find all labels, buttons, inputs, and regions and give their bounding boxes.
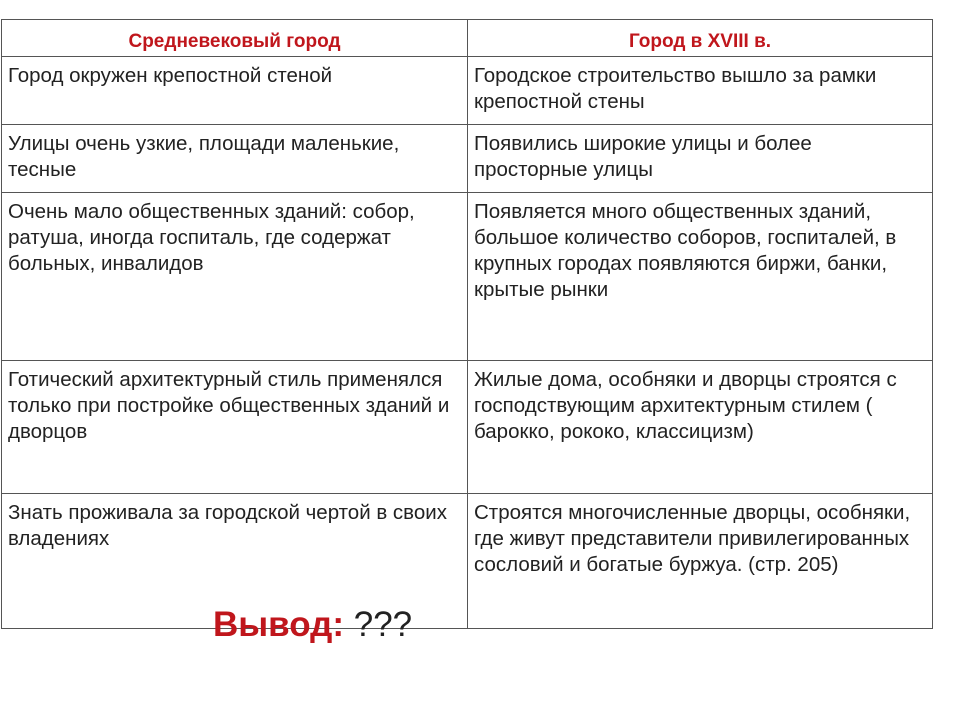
header-medieval-city: Средневековый город xyxy=(2,20,468,57)
cell-18th-century: Появились широкие улицы и более просторные улицы xyxy=(468,125,933,193)
cell-18th-century: Появляется много общественных зданий, большое количество соборов, госпиталей, в крупных городах появляются биржи, банки, крытые рынки xyxy=(468,193,933,361)
cell-medieval: Знать проживала за городской чертой в своих владениях xyxy=(2,494,468,629)
cell-medieval: Готический архитектурный стиль применялся только при постройке общественных зданий и дворцов xyxy=(2,361,468,494)
table-header-row xyxy=(2,20,933,57)
table-row xyxy=(2,494,933,629)
header-18th-century-city: Город в XVIII в. xyxy=(468,20,933,57)
table-row xyxy=(2,125,933,193)
table-row xyxy=(2,193,933,361)
cell-18th-century: Городское строительство вышло за рамки крепостной стены xyxy=(468,57,933,125)
cell-medieval: Улицы очень узкие, площади маленькие, тесные xyxy=(2,125,468,193)
conclusion xyxy=(213,605,412,645)
comparison-table xyxy=(1,19,933,629)
table-row xyxy=(2,361,933,494)
cell-18th-century: Жилые дома, особняки и дворцы строятся с господствующим архитектурным стилем ( барокко, рококо, классицизм) xyxy=(468,361,933,494)
cell-medieval: Город окружен крепостной стеной xyxy=(2,57,468,125)
cell-18th-century: Строятся многочисленные дворцы, особняки, где живут представители привилегированных сословий и богатые буржуа. (стр. 205) xyxy=(468,494,933,629)
conclusion-value: ??? xyxy=(353,605,413,644)
cell-medieval: Очень мало общественных зданий: собор, ратуша, иногда госпиталь, где содержат больных, инвалидов xyxy=(2,193,468,361)
conclusion-label: Вывод: xyxy=(213,605,345,644)
table-row xyxy=(2,57,933,125)
